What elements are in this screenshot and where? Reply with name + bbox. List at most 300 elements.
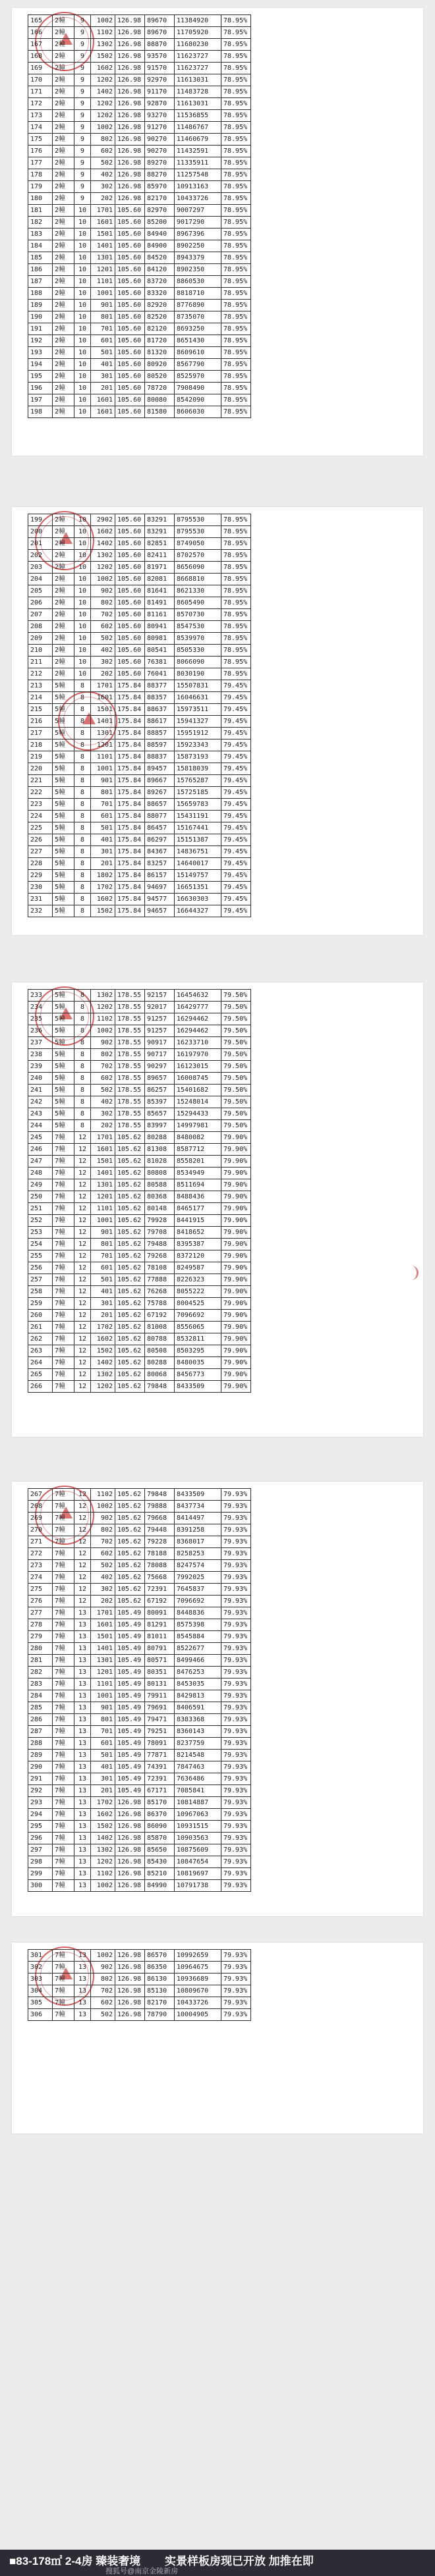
table-cell: 702 — [91, 1536, 115, 1548]
table-cell: 201 — [91, 1310, 115, 1322]
table-cell: 91570 — [145, 63, 175, 74]
table-cell: 241 — [28, 1085, 53, 1096]
table-cell: 10 — [74, 562, 91, 574]
table-cell: 2幢 — [53, 657, 74, 668]
table-row — [28, 811, 251, 822]
table-cell: 9 — [74, 122, 91, 134]
table-cell: 8480035 — [175, 1357, 221, 1369]
table-cell: 2902 — [91, 514, 115, 526]
table-cell: 181 — [28, 205, 53, 217]
table-cell: 266 — [28, 1381, 53, 1393]
table-cell: 902 — [91, 1513, 115, 1524]
table-cell: 221 — [28, 775, 53, 787]
table-cell: 8249587 — [175, 1262, 221, 1274]
table-cell: 79928 — [145, 1215, 175, 1227]
table-cell: 67192 — [145, 1310, 175, 1322]
table-cell: 501 — [91, 822, 115, 834]
table-cell: 78.95% — [221, 347, 251, 359]
table-cell: 7幢 — [53, 1310, 74, 1322]
table-cell: 16123015 — [175, 1061, 221, 1073]
table-cell: 105.60 — [115, 609, 145, 621]
table-cell: 2幢 — [53, 205, 74, 217]
table-row — [28, 621, 251, 633]
table-cell: 7645837 — [175, 1584, 221, 1596]
table-cell: 90717 — [145, 1049, 175, 1061]
table-cell: 12 — [74, 1144, 91, 1156]
table-cell: 1001 — [91, 1215, 115, 1227]
table-row — [28, 288, 251, 300]
table-cell: 2幢 — [53, 98, 74, 110]
table-cell: 1201 — [91, 739, 115, 751]
table-row — [28, 1607, 251, 1619]
table-row — [28, 1002, 251, 1013]
table-cell: 82411 — [145, 550, 175, 562]
table-cell: 179 — [28, 181, 53, 193]
table-cell: 8 — [74, 858, 91, 870]
table-cell: 7幢 — [53, 1797, 74, 1809]
table-cell: 81008 — [145, 1322, 175, 1333]
table-cell: 105.62 — [115, 1167, 145, 1179]
table-cell: 80588 — [145, 1179, 175, 1191]
table-row — [28, 371, 251, 383]
table-cell: 8 — [74, 846, 91, 858]
table-cell: 701 — [91, 323, 115, 335]
table-cell: 8258253 — [175, 1548, 221, 1560]
table-cell: 271 — [28, 1536, 53, 1548]
table-cell: 8441915 — [175, 1215, 221, 1227]
table-cell: 105.62 — [115, 1215, 145, 1227]
table-cell: 178.55 — [115, 1085, 145, 1096]
table-cell: 12 — [74, 1262, 91, 1274]
table-cell: 7幢 — [53, 1631, 74, 1643]
table-cell: 105.60 — [115, 538, 145, 550]
table-cell: 12 — [74, 1572, 91, 1584]
table-cell: 202 — [28, 550, 53, 562]
table-cell: 13 — [74, 1702, 91, 1714]
table-row — [28, 728, 251, 739]
table-row — [28, 1997, 251, 2009]
table-cell: 301 — [91, 846, 115, 858]
table-cell: 7幢 — [53, 1132, 74, 1144]
table-cell: 2幢 — [53, 371, 74, 383]
table-cell: 1002 — [91, 1950, 115, 1962]
table-cell: 13 — [74, 1997, 91, 2009]
table-cell: 10 — [74, 252, 91, 264]
table-cell: 2幢 — [53, 585, 74, 597]
table-cell: 81641 — [145, 585, 175, 597]
table-cell: 105.62 — [115, 1357, 145, 1369]
table-row — [28, 1156, 251, 1167]
table-cell: 126.98 — [115, 122, 145, 134]
table-cell: 2幢 — [53, 550, 74, 562]
table-cell: 12 — [74, 1156, 91, 1167]
table-row — [28, 146, 251, 157]
table-cell: 93570 — [145, 51, 175, 63]
table-cell: 175.84 — [115, 811, 145, 822]
table-cell: 78790 — [145, 2009, 175, 2021]
table-cell: 89670 — [145, 27, 175, 39]
table-row — [28, 1073, 251, 1085]
table-cell: 12 — [74, 1298, 91, 1310]
table-row — [28, 1037, 251, 1049]
table-cell: 79708 — [145, 1227, 175, 1239]
table-cell: 13 — [74, 1619, 91, 1631]
table-cell: 105.62 — [115, 1572, 145, 1584]
table-cell: 92970 — [145, 74, 175, 86]
table-cell: 262 — [28, 1333, 53, 1345]
table-cell: 2幢 — [53, 122, 74, 134]
table-cell: 105.62 — [115, 1144, 145, 1156]
table-cell: 8368017 — [175, 1536, 221, 1548]
table-row — [28, 882, 251, 894]
table-cell: 88077 — [145, 811, 175, 822]
table-cell: 13 — [74, 1868, 91, 1880]
table-row — [28, 1025, 251, 1037]
table-row — [28, 1310, 251, 1322]
table-cell: 79888 — [145, 1501, 175, 1513]
table-cell: 79.93% — [221, 1667, 251, 1678]
table-cell: 190 — [28, 311, 53, 323]
table-cell: 184 — [28, 240, 53, 252]
table-row — [28, 335, 251, 347]
table-cell: 80981 — [145, 633, 175, 645]
table-cell: 182 — [28, 217, 53, 228]
table-cell: 7幢 — [53, 1773, 74, 1785]
table-cell: 79.93% — [221, 1868, 251, 1880]
table-row — [28, 680, 251, 692]
table-row — [28, 1714, 251, 1726]
table-row — [28, 1643, 251, 1655]
table-cell: 105.62 — [115, 1310, 145, 1322]
table-row — [28, 1227, 251, 1239]
table-cell: 10931515 — [175, 1821, 221, 1833]
table-cell: 202 — [91, 193, 115, 205]
table-cell: 9 — [74, 181, 91, 193]
table-row — [28, 1524, 251, 1536]
table-cell: 217 — [28, 728, 53, 739]
table-cell: 9 — [74, 169, 91, 181]
table-cell: 1102 — [91, 1013, 115, 1025]
table-cell: 76041 — [145, 668, 175, 680]
table-cell: 80508 — [145, 1345, 175, 1357]
table-row — [28, 1120, 251, 1132]
table-cell: 170 — [28, 74, 53, 86]
table-cell: 85200 — [145, 217, 175, 228]
table-row — [28, 1501, 251, 1513]
table-row — [28, 597, 251, 609]
table-row — [28, 858, 251, 870]
table-cell: 901 — [91, 300, 115, 311]
table-cell: 602 — [91, 1997, 115, 2009]
table-cell: 278 — [28, 1619, 53, 1631]
table-row — [28, 39, 251, 51]
table-cell: 16429777 — [175, 1002, 221, 1013]
table-cell: 126.98 — [115, 1856, 145, 1868]
table-cell: 16644327 — [175, 905, 221, 917]
table-cell: 15659783 — [175, 799, 221, 811]
table-cell: 91170 — [145, 86, 175, 98]
table-cell: 204 — [28, 574, 53, 585]
table-row — [28, 1880, 251, 1892]
table-cell: 105.62 — [115, 1179, 145, 1191]
table-row — [28, 799, 251, 811]
table-cell: 279 — [28, 1631, 53, 1643]
table-cell: 209 — [28, 633, 53, 645]
table-cell: 86570 — [145, 1950, 175, 1962]
table-cell: 94657 — [145, 905, 175, 917]
table-cell: 105.60 — [115, 394, 145, 406]
table-cell: 8556065 — [175, 1322, 221, 1333]
table-cell: 601 — [91, 1738, 115, 1750]
table-cell: 78.95% — [221, 288, 251, 300]
table-row — [28, 1489, 251, 1501]
table-row — [28, 716, 251, 728]
table-cell: 81161 — [145, 609, 175, 621]
table-cell: 305 — [28, 1997, 53, 2009]
table-cell: 81971 — [145, 562, 175, 574]
table-cell: 502 — [91, 2009, 115, 2021]
table-cell: 2幢 — [53, 359, 74, 371]
table-cell: 105.49 — [115, 1643, 145, 1655]
table-cell: 175.84 — [115, 834, 145, 846]
table-cell: 15507831 — [175, 680, 221, 692]
table-cell: 234 — [28, 1002, 53, 1013]
table-cell: 8433509 — [175, 1489, 221, 1501]
table-cell: 79.45% — [221, 822, 251, 834]
table-cell: 79.93% — [221, 1726, 251, 1738]
table-row — [28, 217, 251, 228]
table-cell: 79268 — [145, 1250, 175, 1262]
table-cell: 8 — [74, 763, 91, 775]
table-cell: 8247574 — [175, 1560, 221, 1572]
table-cell: 1502 — [91, 1345, 115, 1357]
table-cell: 7幢 — [53, 1572, 74, 1584]
table-cell: 105.62 — [115, 1274, 145, 1286]
table-cell: 10 — [74, 574, 91, 585]
table-row — [28, 562, 251, 574]
table-cell: 210 — [28, 645, 53, 657]
table-cell: 79.93% — [221, 2009, 251, 2021]
table-cell: 9 — [74, 98, 91, 110]
table-cell: 5幢 — [53, 739, 74, 751]
table-cell: 297 — [28, 1844, 53, 1856]
table-cell: 502 — [91, 157, 115, 169]
table-cell: 11335911 — [175, 157, 221, 169]
table-cell: 7幢 — [53, 1785, 74, 1797]
table-cell: 902 — [91, 1037, 115, 1049]
table-cell: 91257 — [145, 1013, 175, 1025]
table-cell: 105.49 — [115, 1738, 145, 1750]
table-cell: 10936689 — [175, 1973, 221, 1985]
table-cell: 8437734 — [175, 1501, 221, 1513]
table-cell: 5幢 — [53, 763, 74, 775]
table-cell: 302 — [91, 181, 115, 193]
table-cell: 8214548 — [175, 1750, 221, 1761]
table-cell: 8505330 — [175, 645, 221, 657]
table-cell: 78.95% — [221, 657, 251, 668]
table-cell: 1502 — [91, 905, 115, 917]
table-cell: 602 — [91, 1548, 115, 1560]
table-cell: 1402 — [91, 1833, 115, 1844]
table-cell: 175.84 — [115, 680, 145, 692]
table-cell: 13 — [74, 1714, 91, 1726]
table-row — [28, 1013, 251, 1025]
table-cell: 249 — [28, 1179, 53, 1191]
table-row — [28, 668, 251, 680]
table-cell: 78.95% — [221, 169, 251, 181]
table-cell: 13 — [74, 1785, 91, 1797]
table-cell: 12 — [74, 1250, 91, 1262]
table-cell: 78.95% — [221, 98, 251, 110]
table-cell: 2幢 — [53, 63, 74, 74]
table-cell: 252 — [28, 1215, 53, 1227]
table-cell: 84120 — [145, 264, 175, 276]
table-cell: 1002 — [91, 122, 115, 134]
table-cell: 902 — [91, 585, 115, 597]
table-cell: 244 — [28, 1120, 53, 1132]
table-cell: 178.55 — [115, 1096, 145, 1108]
table-cell: 126.98 — [115, 1833, 145, 1844]
table-cell: 2幢 — [53, 597, 74, 609]
table-cell: 78.95% — [221, 514, 251, 526]
table-cell: 1202 — [91, 1002, 115, 1013]
table-cell: 78.95% — [221, 39, 251, 51]
table-cell: 1302 — [91, 1369, 115, 1381]
table-cell: 78.95% — [221, 228, 251, 240]
table-cell: 306 — [28, 2009, 53, 2021]
table-cell: 175.84 — [115, 846, 145, 858]
table-cell: 105.60 — [115, 574, 145, 585]
table-cell: 289 — [28, 1750, 53, 1761]
table-cell: 2幢 — [53, 27, 74, 39]
table-cell: 8668810 — [175, 574, 221, 585]
table-row — [28, 1144, 251, 1156]
table-row — [28, 311, 251, 323]
table-cell: 201 — [91, 383, 115, 394]
table-cell: 78.95% — [221, 264, 251, 276]
table-cell: 79668 — [145, 1513, 175, 1524]
table-cell: 10 — [74, 240, 91, 252]
table-cell: 126.98 — [115, 51, 145, 63]
table-cell: 79.90% — [221, 1357, 251, 1369]
table-cell: 79.93% — [221, 1844, 251, 1856]
table-cell: 11257548 — [175, 169, 221, 181]
table-cell: 15149757 — [175, 870, 221, 882]
table-cell: 105.62 — [115, 1584, 145, 1596]
table-cell: 8 — [74, 811, 91, 822]
table-cell: 126.98 — [115, 1868, 145, 1880]
table-cell: 2幢 — [53, 383, 74, 394]
table-cell: 12 — [74, 1357, 91, 1369]
table-cell: 81308 — [145, 1144, 175, 1156]
table-cell: 8453035 — [175, 1678, 221, 1690]
table-cell: 5幢 — [53, 775, 74, 787]
table-cell: 1101 — [91, 1203, 115, 1215]
table-cell: 2幢 — [53, 51, 74, 63]
table-cell: 126.98 — [115, 1880, 145, 1892]
table-cell: 214 — [28, 692, 53, 704]
table-cell: 15951912 — [175, 728, 221, 739]
table-cell: 7幢 — [53, 1868, 74, 1880]
table-cell: 7幢 — [53, 1156, 74, 1167]
table-cell: 10 — [74, 597, 91, 609]
table-cell: 78.95% — [221, 300, 251, 311]
table-cell: 80941 — [145, 621, 175, 633]
table-cell: 901 — [91, 1227, 115, 1239]
table-cell: 218 — [28, 739, 53, 751]
table-cell: 178.55 — [115, 1025, 145, 1037]
table-cell: 166 — [28, 27, 53, 39]
table-cell: 801 — [91, 311, 115, 323]
table-cell: 238 — [28, 1049, 53, 1061]
table-row — [28, 228, 251, 240]
table-cell: 88637 — [145, 704, 175, 716]
table-cell: 78.95% — [221, 550, 251, 562]
table-cell: 5幢 — [53, 1061, 74, 1073]
table-cell: 11623727 — [175, 63, 221, 74]
table-cell: 401 — [91, 359, 115, 371]
table-cell: 15818039 — [175, 763, 221, 775]
table-row — [28, 383, 251, 394]
table-cell: 79.45% — [221, 692, 251, 704]
table-cell: 7幢 — [53, 1262, 74, 1274]
table-cell: 105.60 — [115, 323, 145, 335]
table-cell: 80520 — [145, 371, 175, 383]
table-row — [28, 1274, 251, 1286]
table-cell: 105.49 — [115, 1773, 145, 1785]
table-cell: 2幢 — [53, 668, 74, 680]
table-cell: 105.60 — [115, 359, 145, 371]
table-cell: 1402 — [91, 538, 115, 550]
table-cell: 93270 — [145, 110, 175, 122]
table-cell: 180 — [28, 193, 53, 205]
table-cell: 1702 — [91, 1797, 115, 1809]
table-cell: 13 — [74, 1880, 91, 1892]
table-cell: 801 — [91, 787, 115, 799]
table-row — [28, 157, 251, 169]
table-cell: 88617 — [145, 716, 175, 728]
table-row — [28, 739, 251, 751]
table-row — [28, 787, 251, 799]
table-cell: 78.95% — [221, 574, 251, 585]
table-row — [28, 1262, 251, 1274]
table-cell: 7幢 — [53, 1619, 74, 1631]
table-cell: 9 — [74, 39, 91, 51]
table-cell: 8030190 — [175, 668, 221, 680]
table-cell: 8 — [74, 1120, 91, 1132]
table-cell: 8545884 — [175, 1631, 221, 1643]
table-cell: 79.93% — [221, 1950, 251, 1962]
table-cell: 2幢 — [53, 217, 74, 228]
table-cell: 79.90% — [221, 1203, 251, 1215]
table-row — [28, 1203, 251, 1215]
table-cell: 12 — [74, 1227, 91, 1239]
table-cell: 79.45% — [221, 870, 251, 882]
table-cell: 298 — [28, 1856, 53, 1868]
table-cell: 79.93% — [221, 1560, 251, 1572]
table-cell: 8558201 — [175, 1156, 221, 1167]
table-cell: 78.95% — [221, 621, 251, 633]
table-cell: 1101 — [91, 1678, 115, 1690]
table-cell: 8 — [74, 1085, 91, 1096]
table-cell: 296 — [28, 1833, 53, 1844]
table-cell: 78.95% — [221, 371, 251, 383]
table-cell: 199 — [28, 514, 53, 526]
table-cell: 88870 — [145, 39, 175, 51]
table-cell: 90917 — [145, 1037, 175, 1049]
table-cell: 8 — [74, 1073, 91, 1085]
table-cell: 1501 — [91, 1156, 115, 1167]
